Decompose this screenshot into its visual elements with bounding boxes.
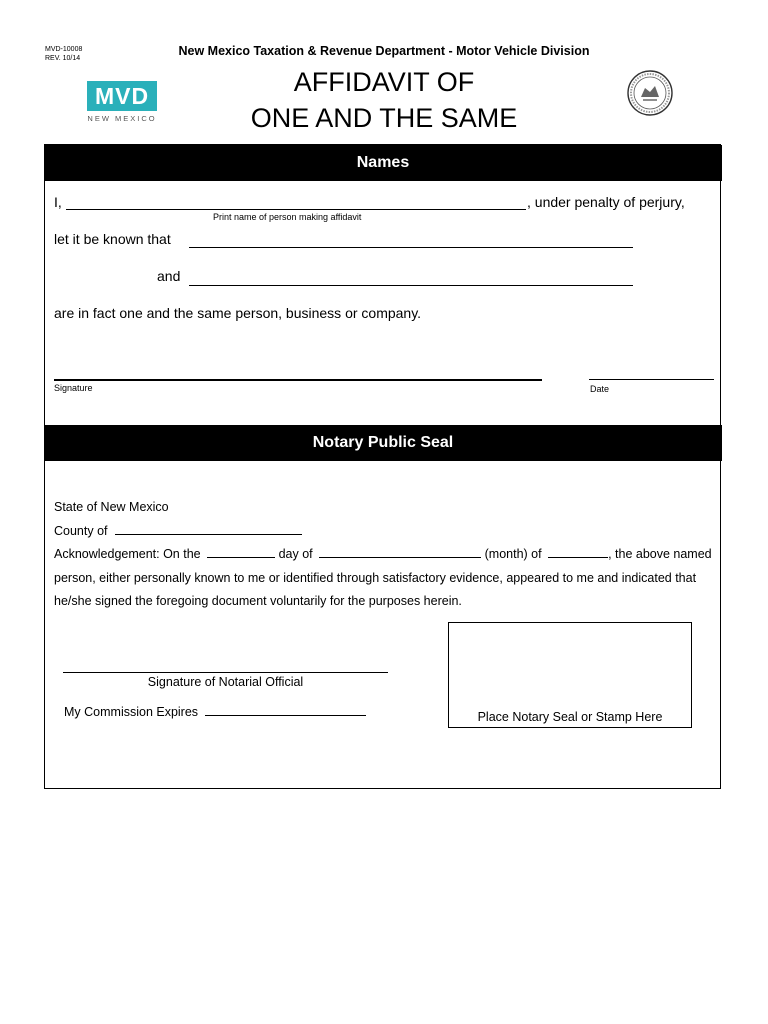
line2-prefix: let it be known that — [54, 231, 171, 247]
title-line-1: AFFIDAVIT OF — [293, 67, 475, 97]
county-row — [54, 520, 719, 544]
ack-row-1 — [54, 543, 719, 567]
mvd-logo-subtext: NEW MEXICO — [87, 114, 157, 123]
print-name-caption: Print name of person making affidavit — [213, 212, 362, 222]
department-name: New Mexico Taxation & Revenue Department - Motor Vehicle Division — [178, 44, 590, 58]
signature-label: Signature — [54, 383, 93, 393]
ack-day-field[interactable] — [207, 546, 275, 558]
ack-month-field[interactable] — [319, 546, 481, 558]
date-label: Date — [590, 384, 610, 394]
county-label: County of — [54, 523, 108, 538]
mvd-logo: MVD — [87, 81, 157, 111]
affiant-name-field[interactable] — [66, 209, 526, 210]
commission-label: My Commission Expires — [64, 705, 199, 719]
line3-prefix: and — [157, 268, 181, 284]
ack-line-3: he/she signed the foregoing document voluntarily for the purposes herein. — [54, 594, 462, 608]
ack-day-text: day of — [278, 547, 313, 561]
notarial-signature-label: Signature of Notarial Official — [147, 675, 304, 689]
ack-month-text: (month) of — [484, 547, 542, 561]
commission-expires-field[interactable] — [205, 704, 366, 716]
line1-suffix: , under penalty of perjury, — [527, 194, 685, 210]
commission-row — [64, 704, 366, 719]
form-revision: REV. 10/14 — [45, 55, 81, 62]
state-seal-icon — [627, 70, 673, 116]
ack-prefix: Acknowledgement: On the — [54, 547, 201, 561]
date-field[interactable] — [589, 379, 714, 380]
state-line: State of New Mexico — [54, 500, 169, 514]
first-name-field[interactable] — [189, 247, 633, 248]
notarial-signature-field[interactable] — [63, 672, 388, 673]
same-person-statement: are in fact one and the same person, business or company. — [54, 305, 422, 321]
notary-section-header: Notary Public Seal — [44, 425, 722, 461]
ack-year-field[interactable] — [548, 546, 608, 558]
county-field[interactable] — [115, 523, 302, 535]
notary-acknowledgement — [54, 496, 719, 614]
names-section-header: Names — [44, 145, 722, 181]
form-number: MVD-10008 — [45, 46, 83, 53]
ack-line-2: person, either personally known to me or identified through satisfactory evidence, appeared to me and indicated that — [54, 570, 697, 585]
notary-seal-box-label: Place Notary Seal or Stamp Here — [477, 710, 663, 724]
signature-field[interactable] — [54, 379, 542, 381]
line1-prefix: I, — [54, 194, 62, 210]
ack-suffix: , the above named — [608, 547, 712, 561]
second-name-field[interactable] — [189, 285, 633, 286]
title-line-2: ONE AND THE SAME — [250, 103, 518, 133]
